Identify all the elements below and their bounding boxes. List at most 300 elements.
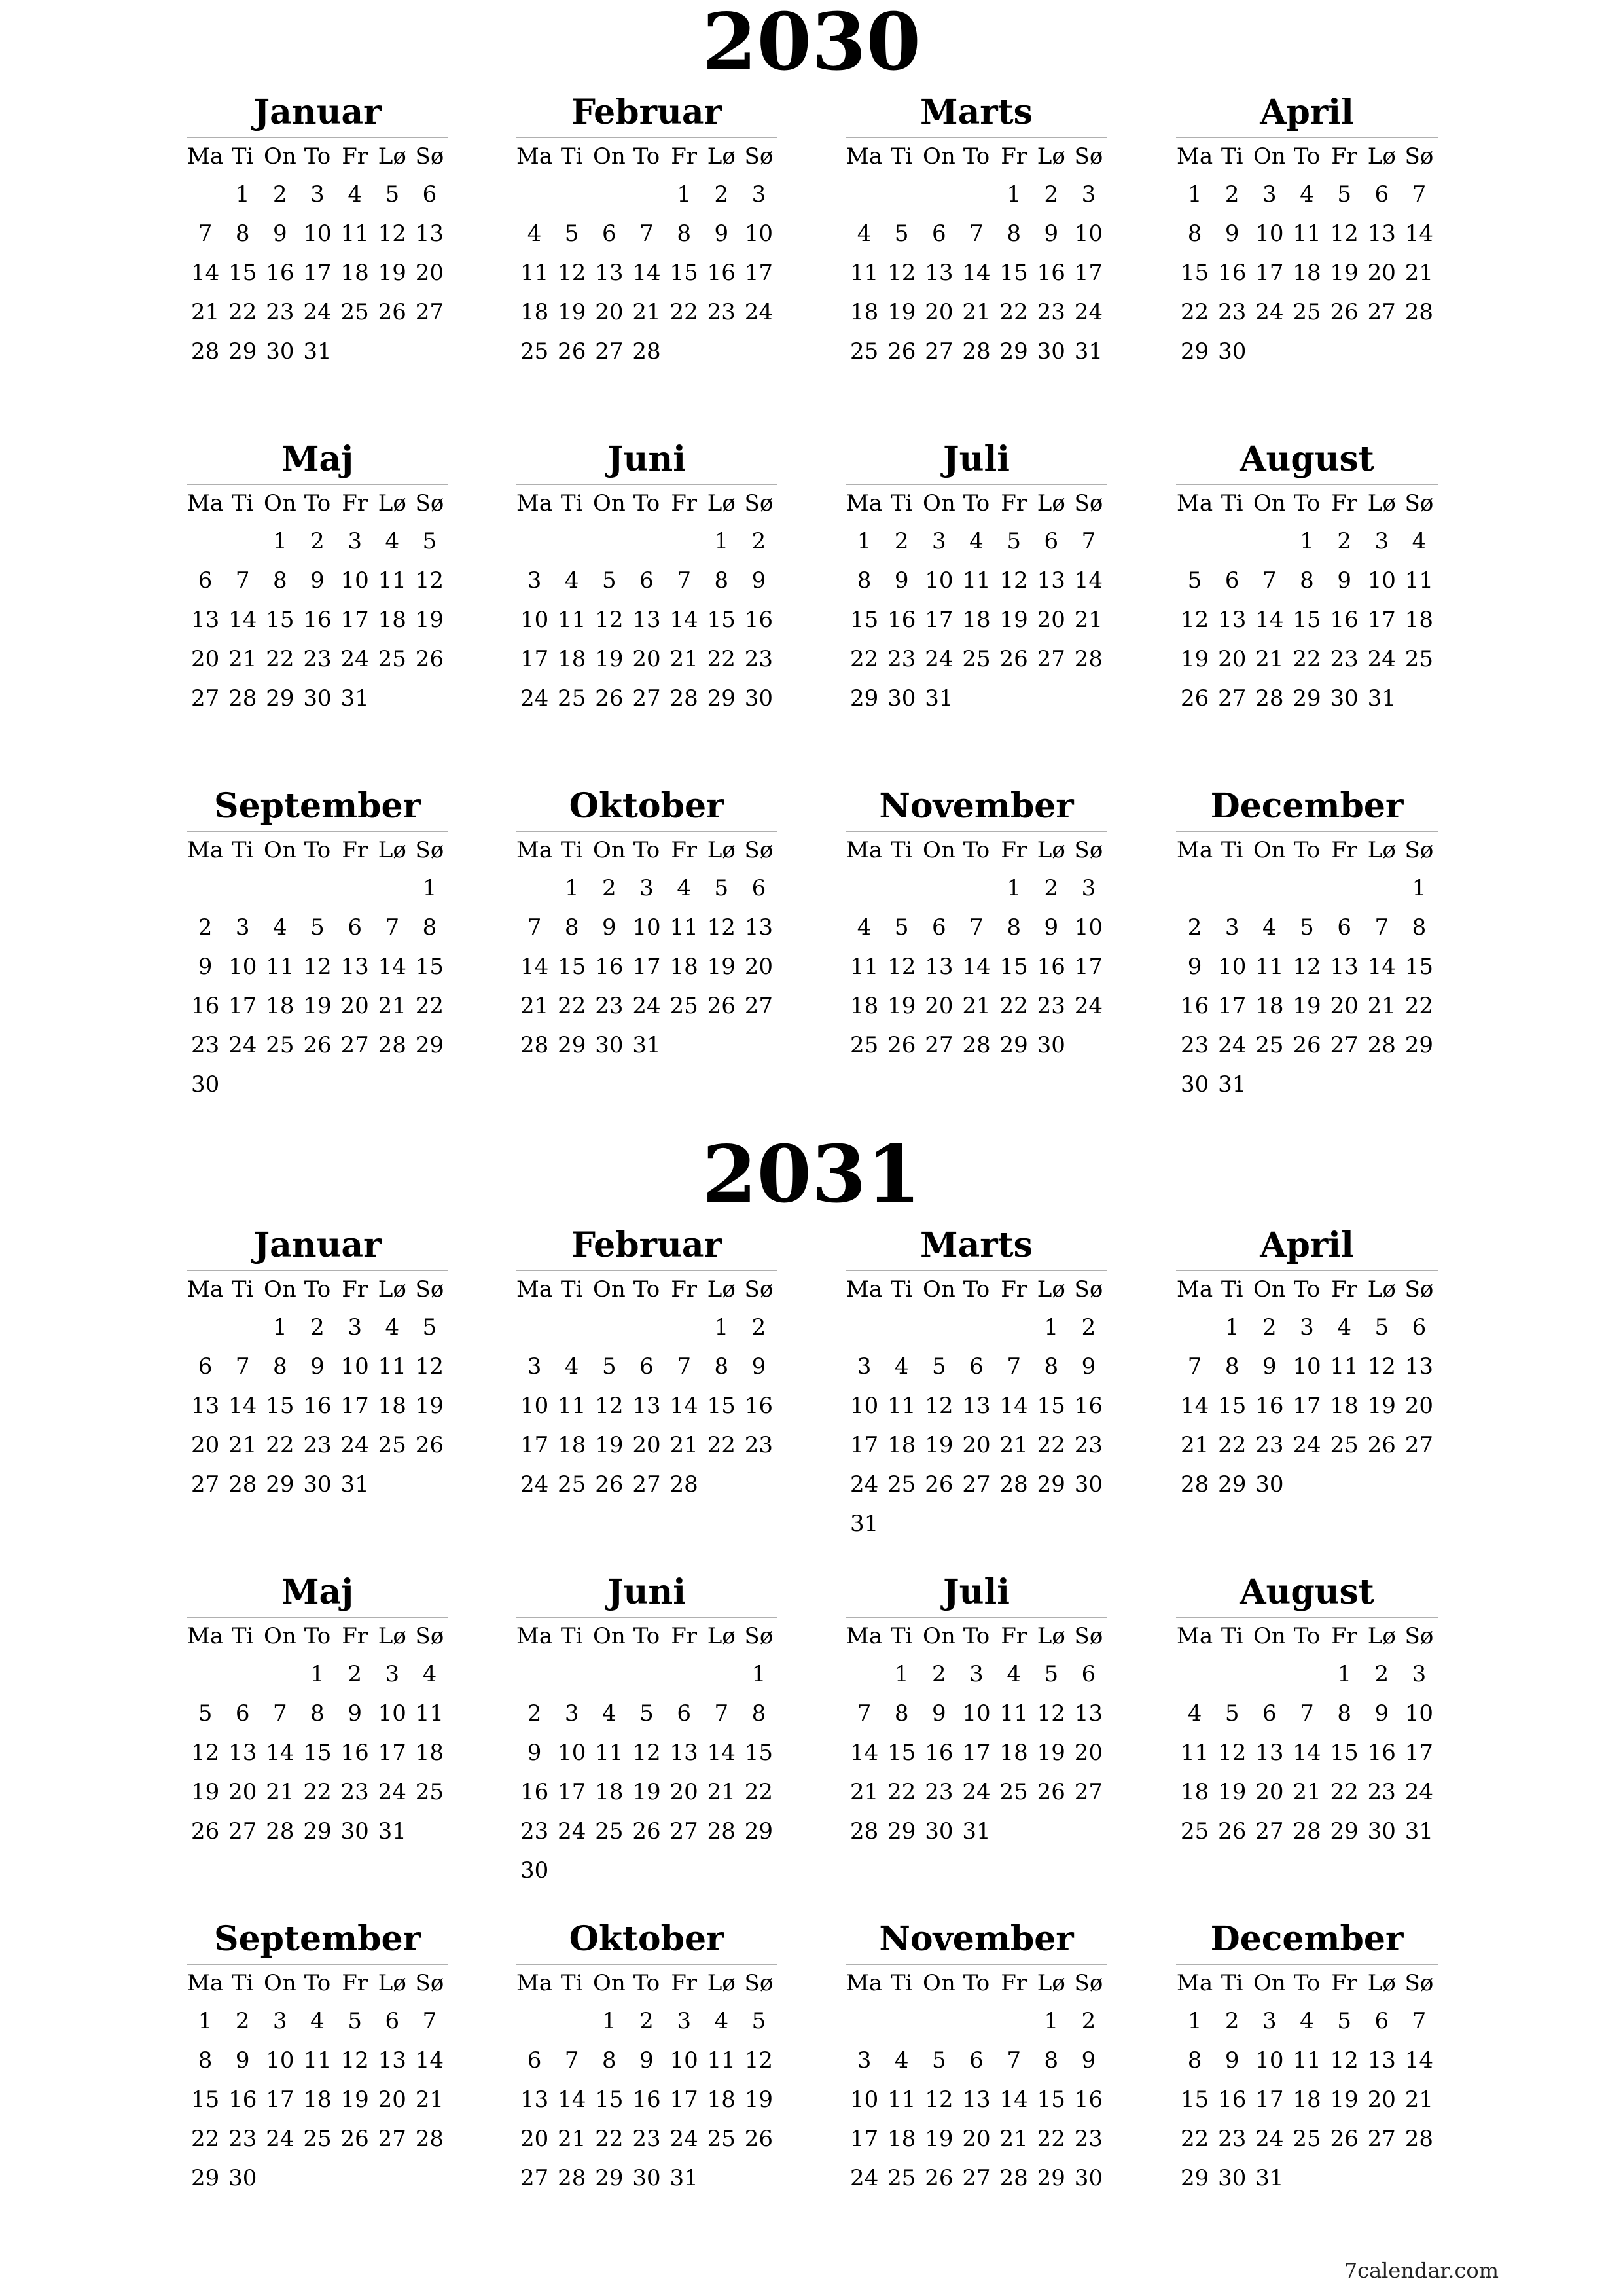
day-cell: 10 — [1255, 221, 1284, 247]
day-cell: 12 — [1218, 1740, 1247, 1766]
day-cell: 21 — [266, 1779, 294, 1805]
day-cell: 23 — [925, 1779, 954, 1805]
day-cell: 1 — [235, 181, 250, 207]
weekday-label: Lø — [1037, 1276, 1065, 1302]
weekday-label: Fr — [1001, 490, 1027, 516]
day-cell: 12 — [1330, 2047, 1359, 2073]
day-cell: 22 — [266, 1432, 294, 1458]
empty-day-cell — [516, 175, 553, 214]
day-cell: 24 — [744, 299, 774, 325]
weekday-label: Fr — [671, 1970, 698, 1996]
day-cell: 5 — [1374, 1314, 1389, 1340]
empty-day-cell — [1176, 522, 1213, 561]
empty-day-cell — [957, 869, 995, 908]
day-grid — [187, 869, 448, 1104]
day-cell: 14 — [558, 2087, 586, 2113]
month-block — [187, 435, 448, 718]
day-cell: 5 — [1300, 914, 1314, 941]
day-cell: 9 — [348, 1700, 362, 1727]
day-cell: 30 — [1037, 1032, 1065, 1058]
day-cell: 28 — [1404, 2126, 1434, 2152]
day-cell: 24 — [228, 1032, 257, 1058]
day-cell: 18 — [849, 993, 879, 1019]
weekday-header — [1176, 831, 1438, 869]
weekday-header — [187, 831, 448, 869]
day-cell: 12 — [190, 1740, 220, 1766]
weekday-label: Ti — [231, 1276, 254, 1302]
day-cell: 2 — [714, 181, 729, 207]
day-cell: 22 — [887, 1779, 916, 1805]
day-cell: 28 — [228, 685, 257, 711]
day-cell: 26 — [1218, 1818, 1247, 1844]
day-cell: 24 — [925, 646, 954, 672]
day-cell: 2 — [1044, 875, 1059, 901]
day-cell: 6 — [1374, 2008, 1389, 2034]
year-title: 2030 — [702, 0, 921, 88]
day-cell: 25 — [303, 2126, 332, 2152]
weekday-label: Fr — [1331, 1970, 1358, 1996]
day-cell: 22 — [1180, 2126, 1209, 2152]
day-cell: 26 — [1367, 1432, 1396, 1458]
day-cell: 30 — [1074, 2165, 1103, 2191]
day-cell: 27 — [415, 299, 444, 325]
weekday-label: On — [592, 837, 626, 863]
weekday-label: Fr — [342, 490, 368, 516]
day-cell: 26 — [925, 2165, 954, 2191]
day-cell: 11 — [887, 2087, 916, 2113]
day-cell: 13 — [378, 2047, 406, 2073]
day-cell: 1 — [894, 1661, 909, 1687]
day-cell: 22 — [744, 1779, 774, 1805]
day-cell: 6 — [1337, 914, 1351, 941]
day-cell: 8 — [422, 914, 437, 941]
empty-day-cell — [920, 2001, 957, 2041]
day-cell: 3 — [969, 1661, 984, 1687]
day-cell: 6 — [1262, 1700, 1277, 1727]
month-block — [516, 782, 777, 1065]
day-cell: 22 — [999, 993, 1028, 1019]
weekday-label: Ma — [846, 143, 883, 170]
day-cell: 29 — [707, 685, 736, 711]
day-cell: 27 — [925, 1032, 954, 1058]
day-cell: 8 — [1187, 221, 1202, 247]
day-cell: 20 — [1367, 260, 1396, 286]
month-name: August — [1240, 1572, 1374, 1612]
empty-day-cell — [553, 1308, 590, 1347]
weekday-label: On — [592, 490, 626, 516]
weekday-label: On — [922, 490, 955, 516]
day-cell: 18 — [962, 607, 991, 633]
day-cell: 29 — [303, 1818, 332, 1844]
day-cell: 19 — [595, 646, 624, 672]
day-cell: 16 — [303, 1393, 332, 1419]
day-cell: 1 — [1187, 181, 1202, 207]
day-cell: 30 — [266, 338, 294, 365]
weekday-label: Ti — [560, 1623, 583, 1649]
day-cell: 20 — [1074, 1740, 1103, 1766]
day-grid — [846, 522, 1107, 718]
day-cell: 8 — [564, 914, 579, 941]
day-cell: 26 — [887, 338, 916, 365]
day-cell: 14 — [1180, 1393, 1209, 1419]
day-cell: 2 — [1187, 914, 1202, 941]
month-name: Oktober — [569, 1919, 724, 1959]
day-cell: 15 — [1330, 1740, 1359, 1766]
month-name: Juli — [943, 1572, 1010, 1612]
day-cell: 5 — [564, 221, 579, 247]
day-cell: 11 — [1180, 1740, 1209, 1766]
day-cell: 14 — [632, 260, 661, 286]
day-cell: 22 — [1404, 993, 1434, 1019]
empty-day-cell — [846, 869, 883, 908]
weekday-label: Ti — [231, 1970, 254, 1996]
day-cell: 11 — [415, 1700, 444, 1727]
empty-day-cell — [553, 2001, 590, 2041]
empty-day-cell — [666, 1308, 703, 1347]
day-cell: 28 — [1367, 1032, 1396, 1058]
day-cell: 25 — [999, 1779, 1028, 1805]
weekday-label: Lø — [378, 837, 406, 863]
day-cell: 2 — [894, 528, 909, 554]
weekday-label: Ti — [1221, 837, 1243, 863]
day-cell: 28 — [190, 338, 220, 365]
day-cell: 24 — [558, 1818, 586, 1844]
day-cell: 19 — [340, 2087, 369, 2113]
day-cell: 21 — [632, 299, 661, 325]
weekday-label: Ti — [1221, 1276, 1243, 1302]
day-cell: 12 — [744, 2047, 774, 2073]
day-cell: 24 — [1293, 1432, 1321, 1458]
day-cell: 8 — [1007, 221, 1021, 247]
day-cell: 10 — [1074, 914, 1103, 941]
day-cell: 6 — [235, 1700, 250, 1727]
day-cell: 11 — [999, 1700, 1028, 1727]
weekday-label: Ti — [231, 490, 254, 516]
weekday-label: Sø — [744, 1276, 774, 1302]
day-cell: 10 — [632, 914, 661, 941]
day-cell: 9 — [894, 567, 909, 594]
weekday-header — [1176, 1964, 1438, 2001]
weekday-label: Ti — [1221, 1970, 1243, 1996]
weekday-label: To — [1293, 1623, 1321, 1649]
month-name: Marts — [920, 92, 1033, 132]
day-cell: 12 — [925, 2087, 954, 2113]
day-cell: 3 — [310, 181, 325, 207]
day-cell: 3 — [1412, 1661, 1427, 1687]
day-cell: 6 — [1224, 567, 1240, 594]
day-cell: 5 — [1337, 2008, 1351, 2034]
day-cell: 30 — [744, 685, 774, 711]
weekday-label: Fr — [1001, 1970, 1027, 1996]
day-cell: 24 — [378, 1779, 406, 1805]
day-cell: 7 — [527, 914, 542, 941]
weekday-label: Fr — [342, 1276, 368, 1302]
day-cell: 12 — [632, 1740, 661, 1766]
weekday-label: Lø — [378, 143, 406, 170]
empty-day-cell — [1213, 869, 1251, 908]
day-cell: 10 — [1218, 954, 1247, 980]
weekday-label: Ti — [231, 1623, 254, 1649]
day-cell: 19 — [632, 1779, 661, 1805]
day-cell: 14 — [1255, 607, 1284, 633]
day-grid — [187, 1308, 448, 1504]
weekday-label: Ma — [187, 1970, 224, 1996]
day-cell: 19 — [925, 1432, 954, 1458]
day-cell: 25 — [962, 646, 991, 672]
day-cell: 16 — [520, 1779, 549, 1805]
day-cell: 14 — [1367, 954, 1396, 980]
weekday-label: To — [963, 837, 990, 863]
day-cell: 13 — [925, 260, 954, 286]
day-cell: 6 — [198, 567, 213, 594]
day-cell: 3 — [348, 528, 362, 554]
day-cell: 26 — [1293, 1032, 1321, 1058]
day-cell: 21 — [849, 1779, 879, 1805]
day-cell: 2 — [527, 1700, 542, 1727]
day-cell: 25 — [1180, 1818, 1209, 1844]
weekday-label: Sø — [1404, 1970, 1434, 1996]
day-cell: 20 — [962, 2126, 991, 2152]
day-cell: 11 — [1255, 954, 1284, 980]
day-cell: 29 — [1180, 338, 1209, 365]
day-cell: 5 — [348, 2008, 362, 2034]
day-cell: 27 — [1330, 1032, 1359, 1058]
day-cell: 15 — [415, 954, 444, 980]
day-cell: 23 — [1037, 299, 1065, 325]
day-cell: 30 — [303, 685, 332, 711]
day-cell: 20 — [1218, 646, 1247, 672]
day-cell: 17 — [558, 1779, 586, 1805]
weekday-label: Lø — [378, 1623, 406, 1649]
empty-day-cell — [1176, 1308, 1213, 1347]
day-cell: 18 — [558, 646, 586, 672]
day-cell: 6 — [198, 1354, 213, 1380]
weekday-label: Ti — [560, 837, 583, 863]
weekday-label: To — [304, 1276, 331, 1302]
day-cell: 30 — [228, 2165, 257, 2191]
day-grid — [1176, 1308, 1438, 1504]
day-cell: 8 — [894, 1700, 909, 1727]
weekday-label: To — [304, 1970, 331, 1996]
day-cell: 28 — [558, 2165, 586, 2191]
day-cell: 28 — [669, 685, 698, 711]
day-cell: 16 — [1074, 1393, 1103, 1419]
day-cell: 18 — [1330, 1393, 1359, 1419]
empty-day-cell — [995, 1308, 1033, 1347]
day-cell: 12 — [1180, 607, 1209, 633]
month-block — [846, 1915, 1107, 2198]
day-cell: 23 — [595, 993, 624, 1019]
day-cell: 25 — [1293, 2126, 1321, 2152]
day-cell: 30 — [190, 1071, 220, 1098]
weekday-label: Ma — [187, 837, 224, 863]
weekday-label: On — [263, 1970, 296, 1996]
day-cell: 16 — [1037, 954, 1065, 980]
weekday-label: Ma — [1177, 1970, 1213, 1996]
day-cell: 17 — [266, 2087, 294, 2113]
weekday-label: Ti — [560, 1970, 583, 1996]
day-cell: 15 — [999, 954, 1028, 980]
weekday-label: On — [922, 1623, 955, 1649]
day-cell: 23 — [887, 646, 916, 672]
empty-day-cell — [920, 869, 957, 908]
day-cell: 4 — [1337, 1314, 1351, 1340]
day-cell: 1 — [1337, 1661, 1351, 1687]
day-cell: 18 — [1293, 2087, 1321, 2113]
day-cell: 9 — [1224, 2047, 1240, 2073]
day-cell: 9 — [751, 1354, 766, 1380]
day-cell: 2 — [1374, 1661, 1389, 1687]
day-cell: 17 — [632, 954, 661, 980]
day-cell: 27 — [1367, 2126, 1396, 2152]
weekday-label: Fr — [671, 1623, 698, 1649]
day-cell: 10 — [849, 2087, 879, 2113]
day-cell: 31 — [1367, 685, 1396, 711]
day-cell: 4 — [564, 567, 579, 594]
day-grid — [846, 1308, 1107, 1543]
day-cell: 25 — [558, 1471, 586, 1498]
day-cell: 12 — [887, 260, 916, 286]
day-cell: 26 — [595, 685, 624, 711]
day-cell: 17 — [340, 607, 369, 633]
day-cell: 22 — [190, 2126, 220, 2152]
empty-day-cell — [846, 1308, 883, 1347]
weekday-label: On — [922, 143, 955, 170]
day-cell: 24 — [1404, 1779, 1434, 1805]
empty-day-cell — [1176, 869, 1213, 908]
day-cell: 7 — [1262, 567, 1277, 594]
day-cell: 26 — [1180, 685, 1209, 711]
day-cell: 22 — [1037, 2126, 1065, 2152]
day-cell: 14 — [1074, 567, 1103, 594]
day-cell: 21 — [1074, 607, 1103, 633]
day-cell: 19 — [1218, 1779, 1247, 1805]
day-cell: 21 — [707, 1779, 736, 1805]
day-cell: 22 — [669, 299, 698, 325]
month-block — [516, 88, 777, 371]
day-cell: 27 — [228, 1818, 257, 1844]
month-block — [187, 1915, 448, 2198]
weekday-label: Ma — [846, 1970, 883, 1996]
day-cell: 4 — [857, 221, 872, 247]
day-cell: 2 — [751, 1314, 766, 1340]
month-name: September — [214, 1919, 421, 1959]
weekday-header — [516, 1617, 777, 1655]
day-grid — [516, 175, 777, 371]
weekday-label: To — [963, 1623, 990, 1649]
day-cell: 7 — [422, 2008, 437, 2034]
day-cell: 16 — [1218, 2087, 1247, 2113]
day-cell: 19 — [1330, 260, 1359, 286]
weekday-label: Fr — [671, 490, 698, 516]
day-cell: 21 — [669, 646, 698, 672]
weekday-label: Fr — [1001, 1276, 1027, 1302]
day-cell: 26 — [632, 1818, 661, 1844]
weekday-label: Ti — [890, 143, 913, 170]
day-cell: 6 — [1374, 181, 1389, 207]
weekday-label: Ti — [1221, 490, 1243, 516]
day-cell: 26 — [558, 338, 586, 365]
day-cell: 5 — [422, 528, 437, 554]
weekday-label: Ti — [560, 1276, 583, 1302]
weekday-label: To — [304, 143, 331, 170]
day-cell: 5 — [1337, 181, 1351, 207]
day-cell: 9 — [1224, 221, 1240, 247]
weekday-label: Ma — [1177, 1276, 1213, 1302]
day-cell: 1 — [857, 528, 872, 554]
day-cell: 27 — [1404, 1432, 1434, 1458]
day-cell: 27 — [744, 993, 774, 1019]
empty-day-cell — [1288, 1655, 1325, 1694]
weekday-header — [1176, 484, 1438, 522]
day-cell: 1 — [1007, 181, 1021, 207]
day-cell: 7 — [235, 1354, 250, 1380]
day-cell: 27 — [962, 2165, 991, 2191]
weekday-label: Ti — [890, 1970, 913, 1996]
day-cell: 7 — [1374, 914, 1389, 941]
day-cell: 28 — [707, 1818, 736, 1844]
weekday-label: Lø — [378, 490, 406, 516]
day-cell: 25 — [558, 685, 586, 711]
weekday-label: Lø — [707, 837, 736, 863]
empty-day-cell — [224, 1655, 261, 1694]
day-cell: 12 — [340, 2047, 369, 2073]
empty-day-cell — [883, 869, 920, 908]
weekday-label: To — [963, 143, 990, 170]
day-cell: 17 — [744, 260, 774, 286]
day-cell: 31 — [303, 338, 332, 365]
day-cell: 30 — [1180, 1071, 1209, 1098]
day-cell: 6 — [932, 914, 946, 941]
day-cell: 27 — [595, 338, 624, 365]
empty-day-cell — [590, 1308, 628, 1347]
day-cell: 28 — [999, 1471, 1028, 1498]
day-cell: 3 — [235, 914, 250, 941]
day-cell: 28 — [228, 1471, 257, 1498]
day-cell: 4 — [348, 181, 362, 207]
day-cell: 21 — [520, 993, 549, 1019]
day-cell: 16 — [1218, 260, 1247, 286]
weekday-label: Ma — [516, 1276, 553, 1302]
day-cell: 5 — [385, 181, 400, 207]
day-cell: 25 — [849, 1032, 879, 1058]
day-cell: 23 — [1218, 299, 1247, 325]
day-cell: 9 — [602, 914, 616, 941]
day-cell: 8 — [1044, 1354, 1059, 1380]
day-cell: 5 — [932, 1354, 946, 1380]
day-cell: 3 — [273, 2008, 287, 2034]
day-cell: 4 — [894, 2047, 909, 2073]
day-cell: 28 — [849, 1818, 879, 1844]
weekday-label: Ti — [890, 1276, 913, 1302]
day-cell: 26 — [595, 1471, 624, 1498]
month-block — [846, 1568, 1107, 1851]
day-cell: 1 — [1300, 528, 1314, 554]
day-cell: 3 — [1374, 528, 1389, 554]
day-cell: 20 — [925, 993, 954, 1019]
day-cell: 6 — [1412, 1314, 1427, 1340]
day-cell: 18 — [266, 993, 294, 1019]
empty-day-cell — [516, 522, 553, 561]
weekday-label: Fr — [1331, 837, 1358, 863]
day-cell: 16 — [744, 607, 774, 633]
day-cell: 7 — [273, 1700, 287, 1727]
day-cell: 22 — [1037, 1432, 1065, 1458]
empty-day-cell — [590, 175, 628, 214]
empty-day-cell — [883, 1308, 920, 1347]
day-cell: 31 — [849, 1511, 879, 1537]
day-cell: 14 — [228, 1393, 257, 1419]
